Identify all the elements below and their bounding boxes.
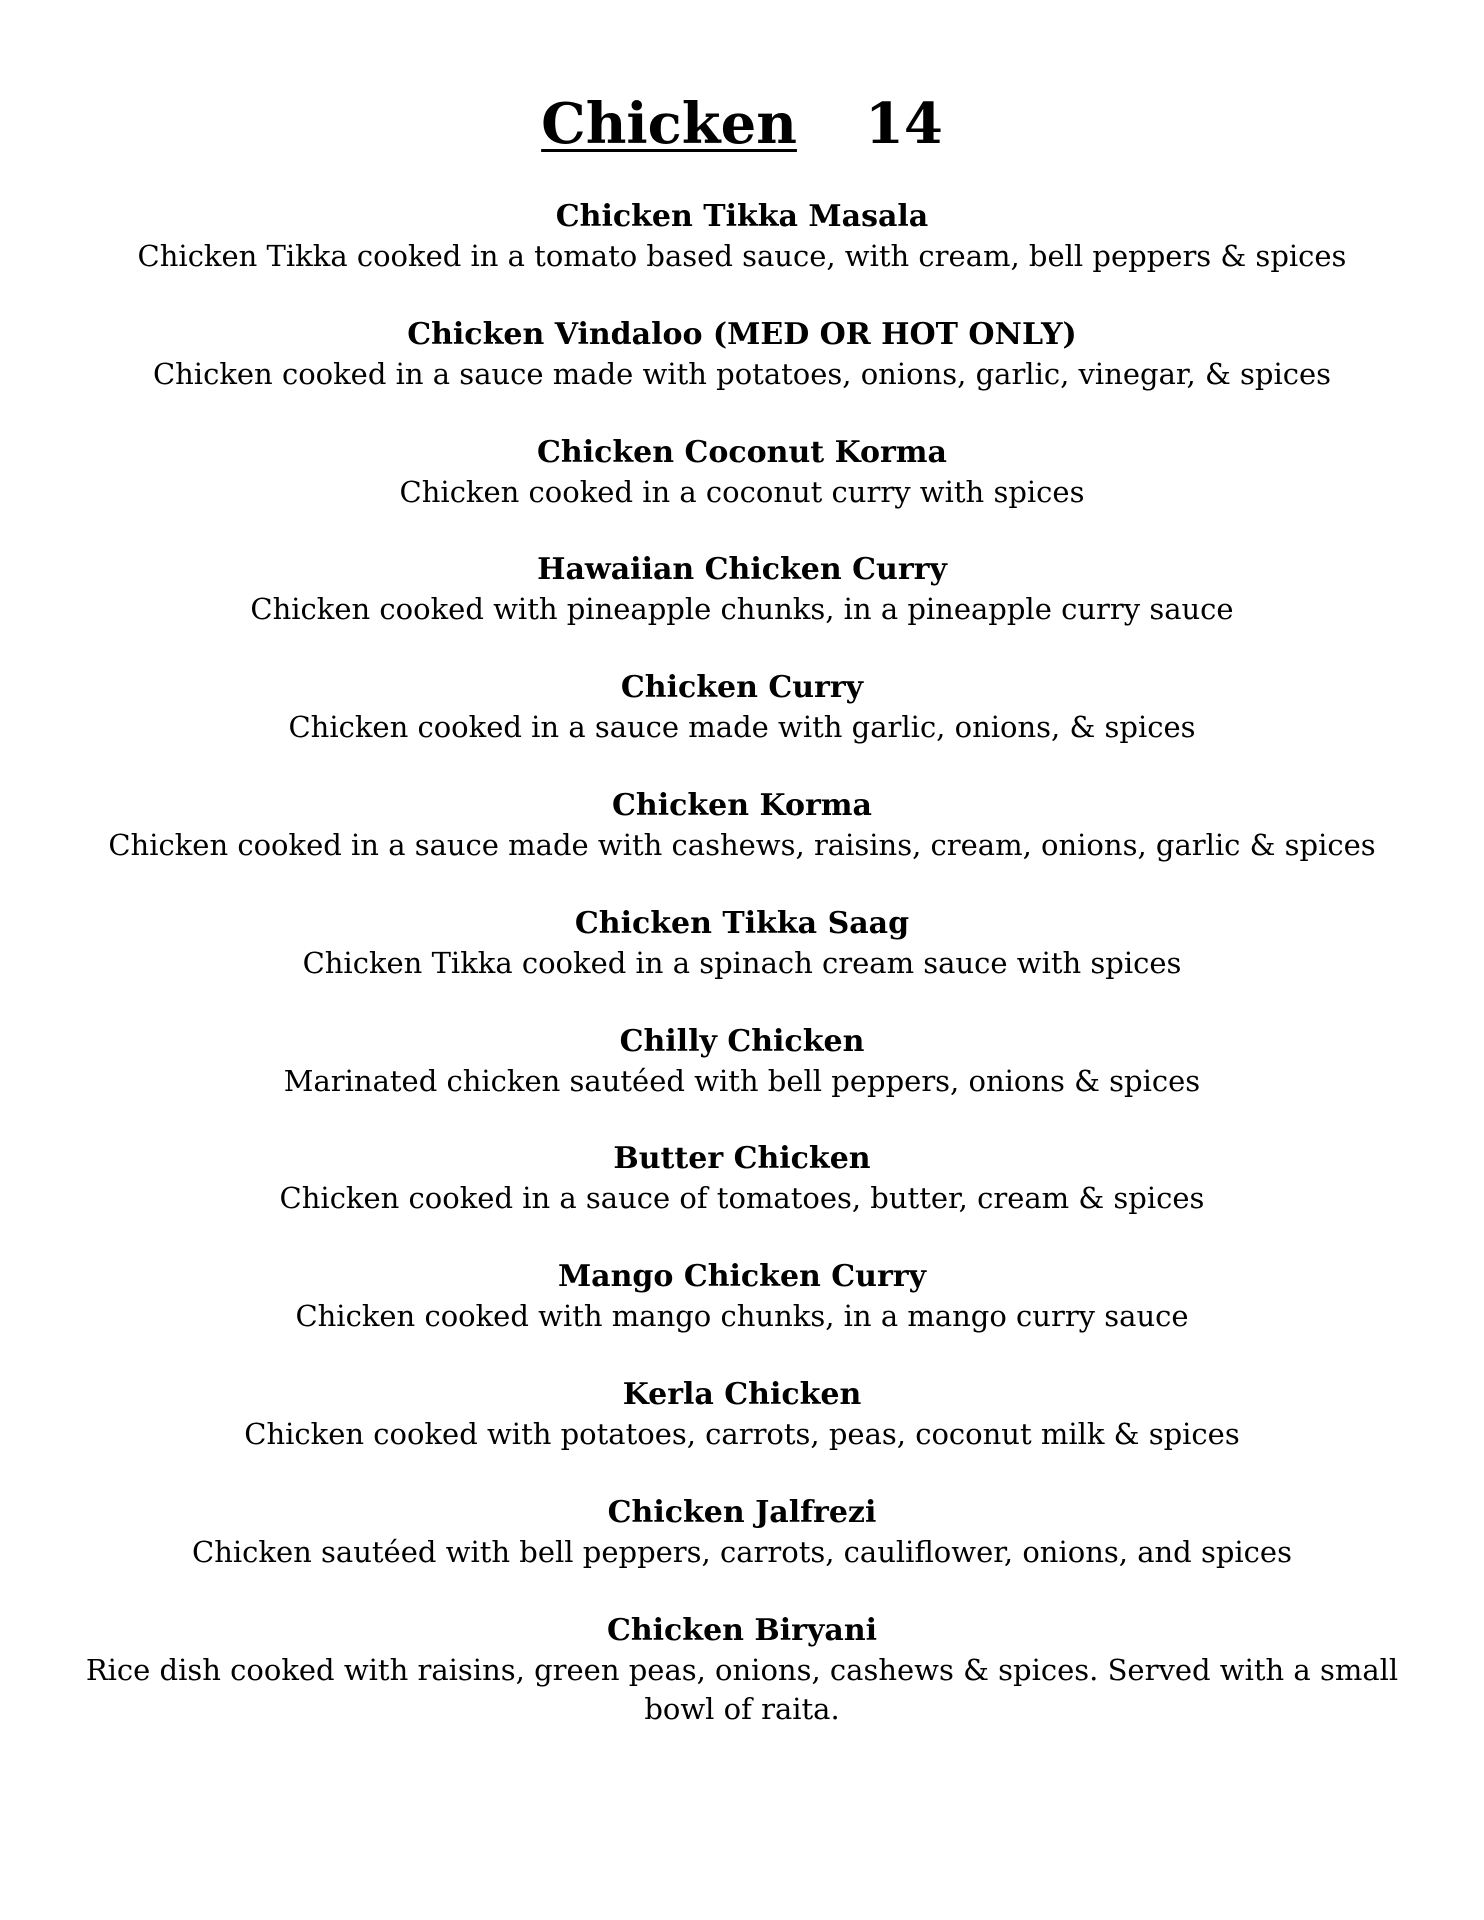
menu-item: [50, 1611, 1434, 1729]
menu-item: [50, 1375, 1434, 1493]
menu-item-description: Chicken Tikka cooked in a spinach cream sauce with spices: [302, 945, 1182, 980]
menu-item-name: Chicken Coconut Korma: [537, 434, 947, 470]
menu-item-description: Chicken cooked with potatoes, carrots, peas, coconut milk & spices: [244, 1416, 1240, 1451]
menu-item-name: Chicken Biryani: [606, 1612, 878, 1648]
section-header: [0, 88, 1484, 160]
section-price: 14: [864, 91, 943, 157]
menu-item-name: Butter Chicken: [613, 1141, 871, 1177]
menu-item-name: Mango Chicken Curry: [557, 1259, 927, 1295]
menu-item-description: Chicken cooked in a sauce made with potatoes, onions, garlic, vinegar, & spices: [152, 356, 1332, 391]
menu-item: [50, 550, 1434, 668]
menu-item: [50, 315, 1434, 433]
menu-item-description: Rice dish cooked with raisins, green peas, onions, cashews & spices. Served with a small bowl of raita.: [85, 1652, 1399, 1726]
menu-item-name: Chilly Chicken: [619, 1023, 865, 1059]
menu-item: [50, 197, 1434, 315]
menu-item-name: Chicken Jalfrezi: [607, 1494, 877, 1530]
menu-item: [50, 433, 1434, 551]
menu-item-description: Chicken cooked in a sauce of tomatoes, butter, cream & spices: [279, 1181, 1205, 1216]
menu-item-name: Chicken Tikka Saag: [574, 905, 910, 941]
menu-item-name: Chicken Vindaloo (MED OR HOT ONLY): [407, 316, 1077, 352]
menu-item-name: Hawaiian Chicken Curry: [537, 552, 947, 588]
menu-item-description: Chicken cooked with pineapple chunks, in a pineapple curry sauce: [250, 592, 1234, 627]
section-title: Chicken: [541, 91, 797, 157]
menu-item-description: Chicken Tikka cooked in a tomato based sauce, with cream, bell peppers & spices: [137, 239, 1347, 273]
menu-item-name: Kerla Chicken: [622, 1376, 862, 1412]
menu-item-description: Chicken cooked in a sauce made with garlic, onions, & spices: [288, 710, 1196, 745]
menu-item: [50, 1257, 1434, 1375]
menu-item-description: Chicken cooked with mango chunks, in a mango curry sauce: [295, 1299, 1189, 1334]
menu-item: [50, 904, 1434, 1022]
menu-item: [50, 786, 1434, 904]
menu-item-description: Chicken cooked in a sauce made with cashews, raisins, cream, onions, garlic & spices: [108, 827, 1376, 862]
menu-item: [50, 1139, 1434, 1257]
menu-item-name: Chicken Tikka Masala: [555, 199, 929, 234]
menu-item-description: Marinated chicken sautéed with bell peppers, onions & spices: [283, 1063, 1201, 1098]
menu-item: [50, 1493, 1434, 1611]
menu-item: [50, 668, 1434, 786]
menu-item-list: [50, 197, 1434, 1728]
menu-item-description: Chicken sautéed with bell peppers, carrots, cauliflower, onions, and spices: [192, 1534, 1292, 1569]
menu-item-name: Chicken Curry: [620, 670, 864, 706]
menu-item-description: Chicken cooked in a coconut curry with spices: [399, 474, 1085, 509]
menu-item: [50, 1022, 1434, 1140]
menu-item-name: Chicken Korma: [612, 787, 872, 823]
